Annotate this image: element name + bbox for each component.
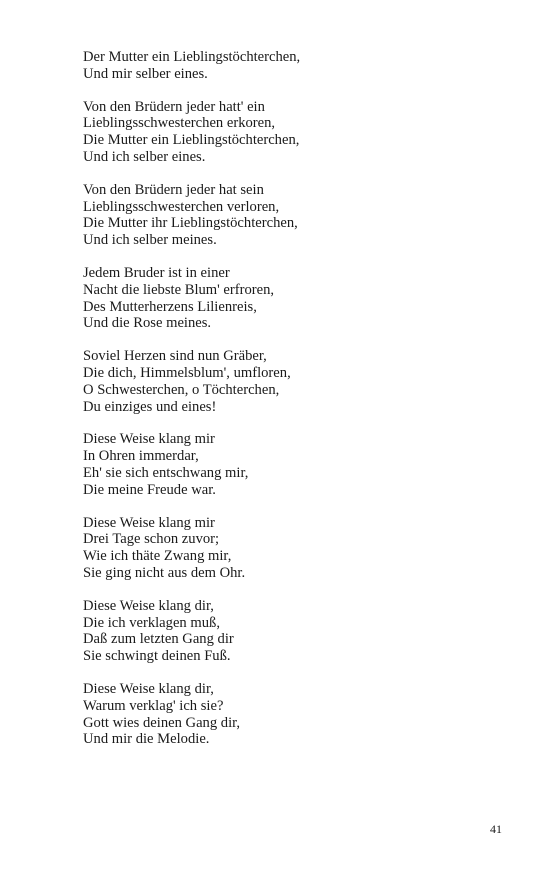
poem-line: Lieblingsschwesterchen verloren, [83, 198, 280, 215]
poem-line: Diese Weise klang dir, [83, 680, 214, 697]
poem-line: Der Mutter ein Lieblingstöchterchen, [83, 49, 301, 65]
poem-line: Die meine Freude war. [83, 481, 216, 498]
poem-line: Wie ich thäte Zwang mir, [83, 548, 232, 565]
poem-line: Die Mutter ihr Lieblingstöchterchen, [83, 215, 298, 232]
poem-line: In Ohren immerdar, [83, 448, 199, 465]
poem-line: Warum verklag' ich sie? [83, 697, 224, 714]
poem-line: Eh' sie sich entschwang mir, [83, 464, 249, 481]
poem-line: O Schwesterchen, o Töchterchen, [83, 381, 280, 398]
poem-line: Diese Weise klang dir, [83, 597, 214, 614]
poem-stanza [83, 431, 503, 498]
poem-line: Die dich, Himmelsblum', umfloren, [83, 364, 291, 381]
poem-line: Und mir die Melodie. [83, 731, 210, 748]
poem-text [83, 49, 503, 764]
poem-line: Sie schwingt deinen Fuß. [83, 648, 231, 665]
poem-line: Die Mutter ein Lieblingstöchterchen, [83, 132, 300, 149]
poem-line: Diese Weise klang mir [83, 431, 215, 448]
poem-line: Und mir selber eines. [83, 65, 208, 82]
poem-stanza [83, 265, 503, 332]
poem-line: Drei Tage schon zuvor; [83, 531, 220, 548]
poem-stanza [83, 49, 503, 83]
page-number: 41 [490, 822, 502, 836]
poem-line: Gott wies deinen Gang dir, [83, 714, 241, 731]
poem-stanza [83, 598, 503, 665]
poem-line: Soviel Herzen sind nun Gräber, [83, 348, 267, 365]
poem-stanza [83, 182, 503, 249]
poem-line: Von den Brüdern jeder hat sein [83, 181, 264, 198]
poem-line: Sie ging nicht aus dem Ohr. [83, 564, 246, 581]
poem-line: Nacht die liebste Blum' erfroren, [83, 281, 275, 298]
poem-line: Und ich selber meines. [83, 232, 217, 249]
poem-line: Des Mutterherzens Lilienreis, [83, 298, 257, 315]
poem-line: Jedem Bruder ist in einer [83, 264, 230, 281]
poem-line: Diese Weise klang mir [83, 514, 215, 531]
poem-line: Und die Rose meines. [83, 315, 212, 332]
poem-stanza [83, 681, 503, 748]
poem-stanza [83, 515, 503, 582]
poem-stanza [83, 99, 503, 166]
poem-line: Du einziges und eines! [83, 398, 217, 415]
poem-line: Die ich verklagen muß, [83, 614, 220, 631]
poem-line: Von den Brüdern jeder hatt' ein [83, 98, 265, 115]
poem-line: Und ich selber eines. [83, 148, 206, 165]
poem-line: Daß zum letzten Gang dir [83, 631, 234, 648]
poem-line: Lieblingsschwesterchen erkoren, [83, 115, 276, 132]
poem-stanza [83, 348, 503, 415]
